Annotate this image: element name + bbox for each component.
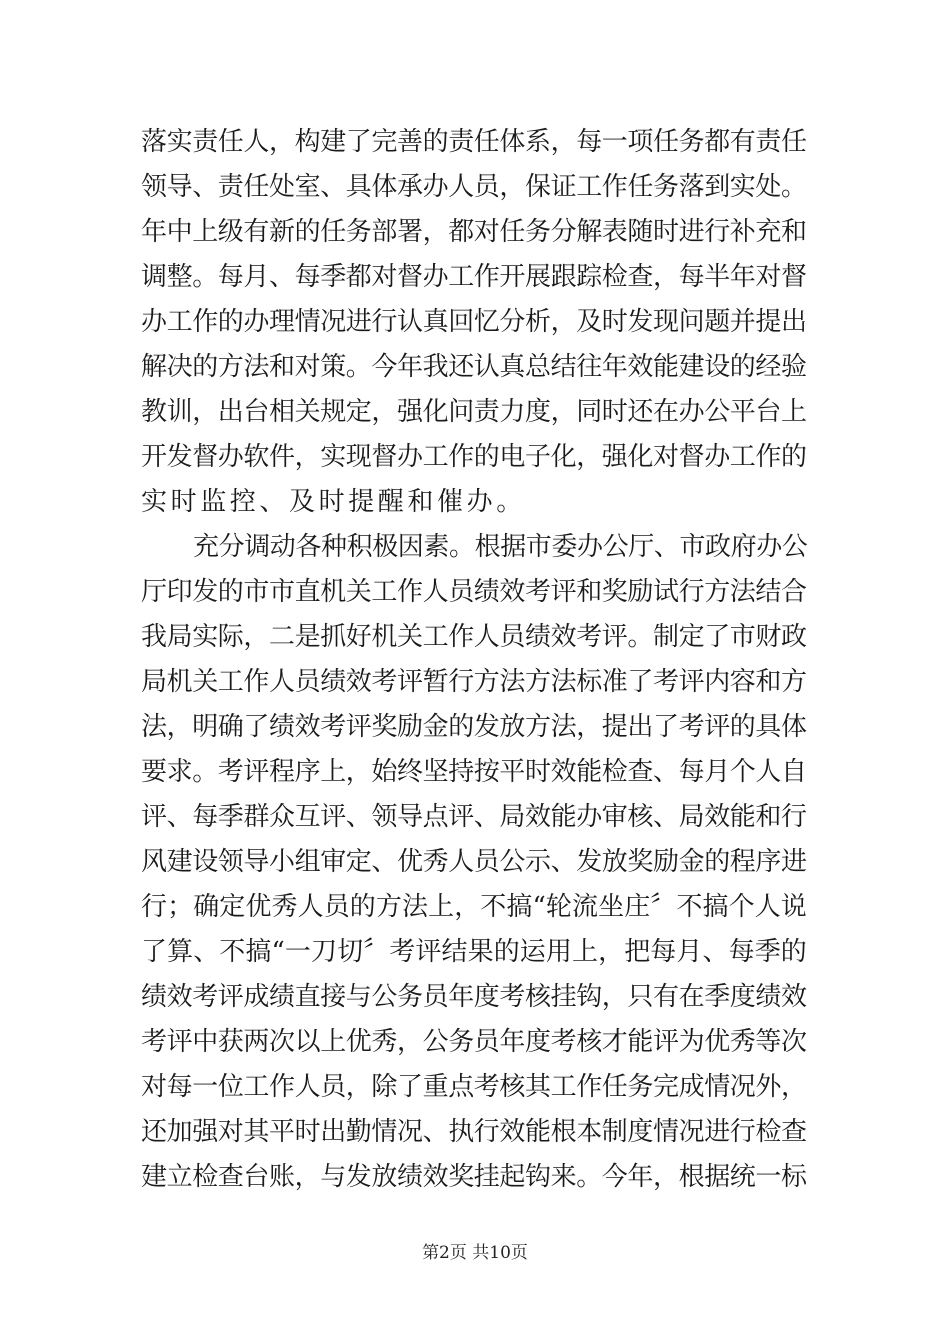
text-line: 领导、责任处室、具体承办人员，保证工作任务落到实处。 [141,172,807,202]
text-line: 考评中获两次以上优秀，公务员年度考核才能评为优秀等次 [141,1027,807,1057]
text-line: 我局实际，二是抓好机关工作人员绩效考评。制定了市财政 [141,622,807,652]
text-line: 要求。考评程序上，始终坚持按平时效能检查、每月个人自 [141,757,807,787]
text-line: 法，明确了绩效考评奖励金的发放方法，提出了考评的具体 [141,712,807,742]
text-line: 还加强对其平时出勤情况、执行效能根本制度情况进行检查 [141,1117,807,1147]
page-number-footer: 第2页 共10页 [422,1243,528,1263]
text-line: 开发督办软件，实现督办工作的电子化，强化对督办工作的 [141,442,807,472]
text-line: 厅印发的市市直机关工作人员绩效考评和奖励试行方法结合 [141,577,807,607]
text-line: 教训，出台相关规定，强化问责力度，同时还在办公平台上 [141,397,807,427]
text-line: 建立检查台账，与发放绩效奖挂起钩来。今年，根据统一标 [141,1162,807,1192]
text-line: 了算、不搞“一刀切〞考评结果的运用上，把每月、每季的 [141,937,807,967]
text-line: 落实责任人，构建了完善的责任体系，每一项任务都有责任 [141,127,807,157]
text-line: 对每一位工作人员，除了重点考核其工作任务完成情况外， [141,1072,807,1102]
text-line: 调整。每月、每季都对督办工作开展跟踪检查，每半年对督 [141,262,807,292]
text-line: 年中上级有新的任务部署，都对任务分解表随时进行补充和 [141,217,807,247]
text-line: 解决的方法和对策。今年我还认真总结往年效能建设的经验 [141,352,807,382]
text-line: 绩效考评成绩直接与公务员年度考核挂钩，只有在季度绩效 [141,982,807,1012]
text-line: 行；确定优秀人员的方法上，不搞“轮流坐庄〞不搞个人说 [141,892,807,922]
paragraph-start-line: 充分调动各种积极因素。根据市委办公厅、市政府办公 [193,532,808,562]
text-line: 评、每季群众互评、领导点评、局效能办审核、局效能和行 [141,802,807,832]
text-line: 办工作的办理情况进行认真回忆分析，及时发现问题并提出 [141,307,807,337]
text-line: 实时监控、及时提醒和催办。 [141,487,526,517]
text-line: 风建设领导小组审定、优秀人员公示、发放奖励金的程序进 [141,847,807,877]
text-line: 局机关工作人员绩效考评暂行方法方法标准了考评内容和方 [141,667,807,697]
